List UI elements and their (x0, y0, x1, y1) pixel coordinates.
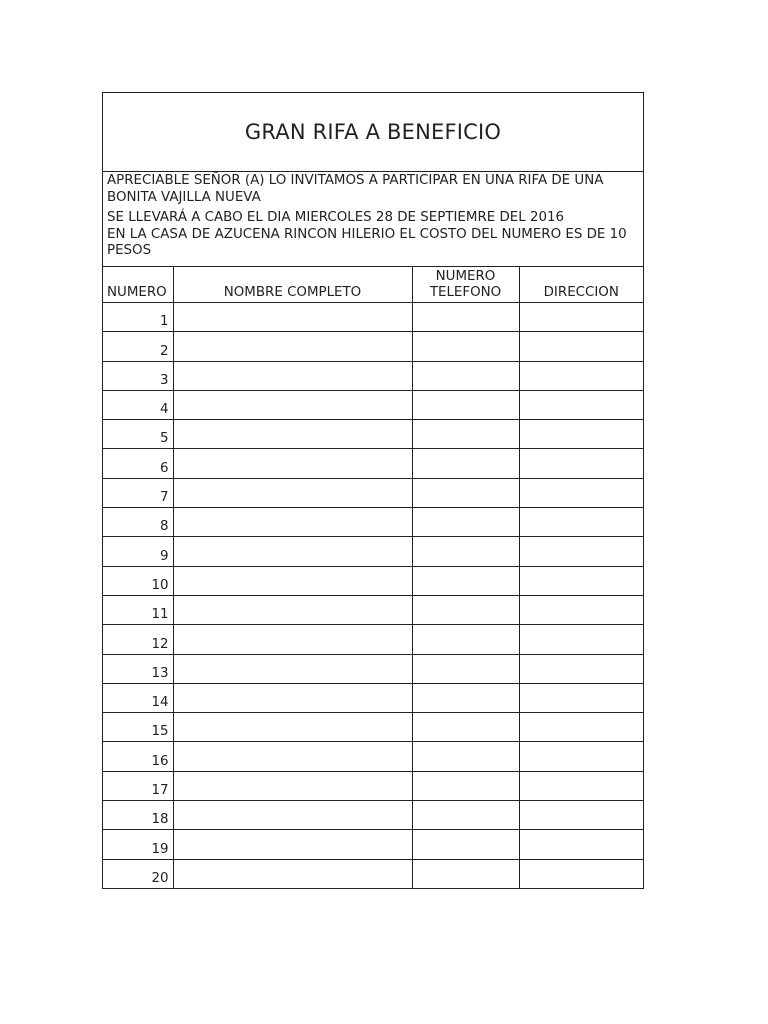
row-number: 2 (103, 332, 173, 361)
name-cell[interactable] (173, 303, 412, 332)
phone-cell[interactable] (412, 390, 519, 419)
name-cell[interactable] (173, 801, 412, 830)
name-cell[interactable] (173, 625, 412, 654)
table-row (103, 566, 643, 595)
row-number: 6 (103, 449, 173, 478)
table-row (103, 332, 643, 361)
name-cell[interactable] (173, 859, 412, 888)
row-number: 16 (103, 742, 173, 771)
row-number: 5 (103, 420, 173, 449)
name-cell[interactable] (173, 537, 412, 566)
address-cell[interactable] (519, 654, 643, 683)
address-cell[interactable] (519, 332, 643, 361)
table-row (103, 625, 643, 654)
header-numero: NUMERO (103, 267, 173, 303)
phone-cell[interactable] (412, 771, 519, 800)
phone-cell[interactable] (412, 303, 519, 332)
address-cell[interactable] (519, 742, 643, 771)
address-cell[interactable] (519, 859, 643, 888)
invitation-text: APRECIABLE SEÑOR (A) LO INVITAMOS A PARTICIPAR EN UNA RIFA DE UNA BONITA VAJILLA NUEVA (107, 173, 604, 205)
phone-cell[interactable] (412, 801, 519, 830)
phone-cell[interactable] (412, 332, 519, 361)
participants-table (103, 267, 643, 888)
address-cell[interactable] (519, 713, 643, 742)
table-row (103, 654, 643, 683)
name-cell[interactable] (173, 420, 412, 449)
address-cell[interactable] (519, 830, 643, 859)
name-cell[interactable] (173, 566, 412, 595)
row-number: 11 (103, 595, 173, 624)
row-number: 17 (103, 771, 173, 800)
row-number: 9 (103, 537, 173, 566)
header-nombre: NOMBRE COMPLETO (173, 267, 412, 303)
row-number: 10 (103, 566, 173, 595)
raffle-sheet (102, 92, 644, 889)
name-cell[interactable] (173, 713, 412, 742)
address-cell[interactable] (519, 449, 643, 478)
row-number: 18 (103, 801, 173, 830)
table-row (103, 303, 643, 332)
phone-cell[interactable] (412, 566, 519, 595)
table-row (103, 508, 643, 537)
page-title: GRAN RIFA A BENEFICIO (244, 120, 502, 144)
address-cell[interactable] (519, 771, 643, 800)
row-number: 8 (103, 508, 173, 537)
table-row (103, 595, 643, 624)
phone-cell[interactable] (412, 595, 519, 624)
row-number: 12 (103, 625, 173, 654)
row-number: 15 (103, 713, 173, 742)
address-cell[interactable] (519, 625, 643, 654)
phone-cell[interactable] (412, 654, 519, 683)
intro-text (103, 172, 643, 267)
address-cell[interactable] (519, 420, 643, 449)
address-cell[interactable] (519, 390, 643, 419)
phone-cell[interactable] (412, 478, 519, 507)
row-number: 14 (103, 683, 173, 712)
row-number: 19 (103, 830, 173, 859)
name-cell[interactable] (173, 830, 412, 859)
row-number: 7 (103, 478, 173, 507)
event-place-cost-text: EN LA CASA DE AZUCENA RINCON HILERIO EL COSTO DEL NUMERO ES DE 10 PESOS (107, 226, 627, 258)
table-row (103, 420, 643, 449)
table-row (103, 830, 643, 859)
name-cell[interactable] (173, 771, 412, 800)
row-number: 13 (103, 654, 173, 683)
name-cell[interactable] (173, 683, 412, 712)
table-row (103, 390, 643, 419)
event-date-text: SE LLEVARÁ A CABO EL DIA MIERCOLES 28 DE SEPTIEMRE DEL 2016 (107, 210, 565, 225)
address-cell[interactable] (519, 508, 643, 537)
table-row (103, 361, 643, 390)
name-cell[interactable] (173, 449, 412, 478)
row-number: 20 (103, 859, 173, 888)
row-number: 1 (103, 303, 173, 332)
address-cell[interactable] (519, 595, 643, 624)
name-cell[interactable] (173, 390, 412, 419)
phone-cell[interactable] (412, 713, 519, 742)
table-row (103, 742, 643, 771)
address-cell[interactable] (519, 478, 643, 507)
row-number: 3 (103, 361, 173, 390)
name-cell[interactable] (173, 595, 412, 624)
table-row (103, 683, 643, 712)
name-cell[interactable] (173, 742, 412, 771)
table-header-row (103, 267, 643, 303)
address-cell[interactable] (519, 683, 643, 712)
header-telefono: NUMERO TELEFONO (412, 267, 519, 303)
table-row (103, 771, 643, 800)
address-cell[interactable] (519, 566, 643, 595)
title-box (103, 93, 643, 172)
name-cell[interactable] (173, 508, 412, 537)
phone-cell[interactable] (412, 625, 519, 654)
name-cell[interactable] (173, 478, 412, 507)
phone-cell[interactable] (412, 361, 519, 390)
address-cell[interactable] (519, 801, 643, 830)
table-row (103, 713, 643, 742)
table-row (103, 801, 643, 830)
phone-cell[interactable] (412, 683, 519, 712)
address-cell[interactable] (519, 303, 643, 332)
phone-cell[interactable] (412, 420, 519, 449)
table-row (103, 449, 643, 478)
table-row (103, 478, 643, 507)
table-row (103, 859, 643, 888)
phone-cell[interactable] (412, 449, 519, 478)
address-cell[interactable] (519, 537, 643, 566)
name-cell[interactable] (173, 361, 412, 390)
phone-cell[interactable] (412, 742, 519, 771)
address-cell[interactable] (519, 361, 643, 390)
row-number: 4 (103, 390, 173, 419)
name-cell[interactable] (173, 654, 412, 683)
table-row (103, 537, 643, 566)
name-cell[interactable] (173, 332, 412, 361)
phone-cell[interactable] (412, 508, 519, 537)
header-direccion: DIRECCION (519, 267, 643, 303)
phone-cell[interactable] (412, 830, 519, 859)
phone-cell[interactable] (412, 859, 519, 888)
phone-cell[interactable] (412, 537, 519, 566)
